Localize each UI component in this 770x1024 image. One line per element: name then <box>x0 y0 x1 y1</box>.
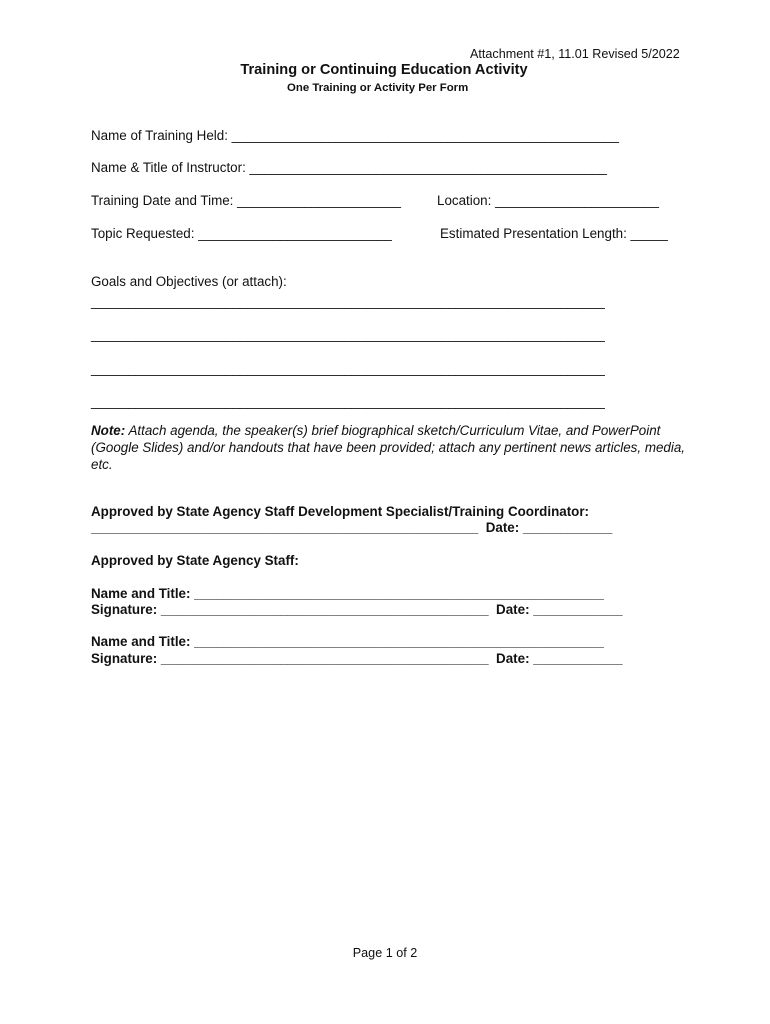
note-text: Attach agenda, the speaker(s) brief biographical sketch/Curriculum Vitae, and PowerPoint (Google Slides) and/or handouts that have been provided; attach any pertinent news articles, media, etc. <box>91 423 686 472</box>
name-title-field[interactable]: Name and Title: _______________________________________________________ <box>91 634 604 649</box>
note-paragraph <box>91 422 691 473</box>
note-label: Note: <box>91 423 126 438</box>
goals-line[interactable]: _____________________________________________________________________ <box>91 294 605 309</box>
goals-label: Goals and Objectives (or attach): <box>91 274 287 289</box>
topic-field[interactable]: Topic Requested: __________________________ <box>91 226 392 241</box>
goals-line[interactable]: _____________________________________________________________________ <box>91 361 605 376</box>
goals-line[interactable]: _____________________________________________________________________ <box>91 394 605 409</box>
specialist-signature-date-line[interactable]: ____________________________________________________ Date: ____________ <box>91 520 613 535</box>
attachment-label: Attachment #1, 11.01 Revised 5/2022 <box>470 47 680 61</box>
staff-approval-heading: Approved by State Agency Staff: <box>91 553 299 568</box>
instructor-field[interactable]: Name & Title of Instructor: ________________________________________________ <box>91 160 607 175</box>
signature-date-field[interactable]: Signature: ____________________________________________ Date: ____________ <box>91 602 623 617</box>
presentation-length-field[interactable]: Estimated Presentation Length: _____ <box>440 226 668 241</box>
location-field[interactable]: Location: ______________________ <box>437 193 659 208</box>
name-title-field[interactable]: Name and Title: _______________________________________________________ <box>91 586 604 601</box>
form-subtitle: One Training or Activity Per Form <box>287 82 469 94</box>
form-title: Training or Continuing Education Activity <box>240 62 528 78</box>
training-held-field[interactable]: Name of Training Held: ____________________________________________________ <box>91 128 619 143</box>
date-time-field[interactable]: Training Date and Time: ______________________ <box>91 193 401 208</box>
page-number: Page 1 of 2 <box>352 946 418 960</box>
goals-line[interactable]: _____________________________________________________________________ <box>91 327 605 342</box>
signature-date-field[interactable]: Signature: ____________________________________________ Date: ____________ <box>91 651 623 666</box>
specialist-approval-heading: Approved by State Agency Staff Development Specialist/Training Coordinator: <box>91 504 590 519</box>
